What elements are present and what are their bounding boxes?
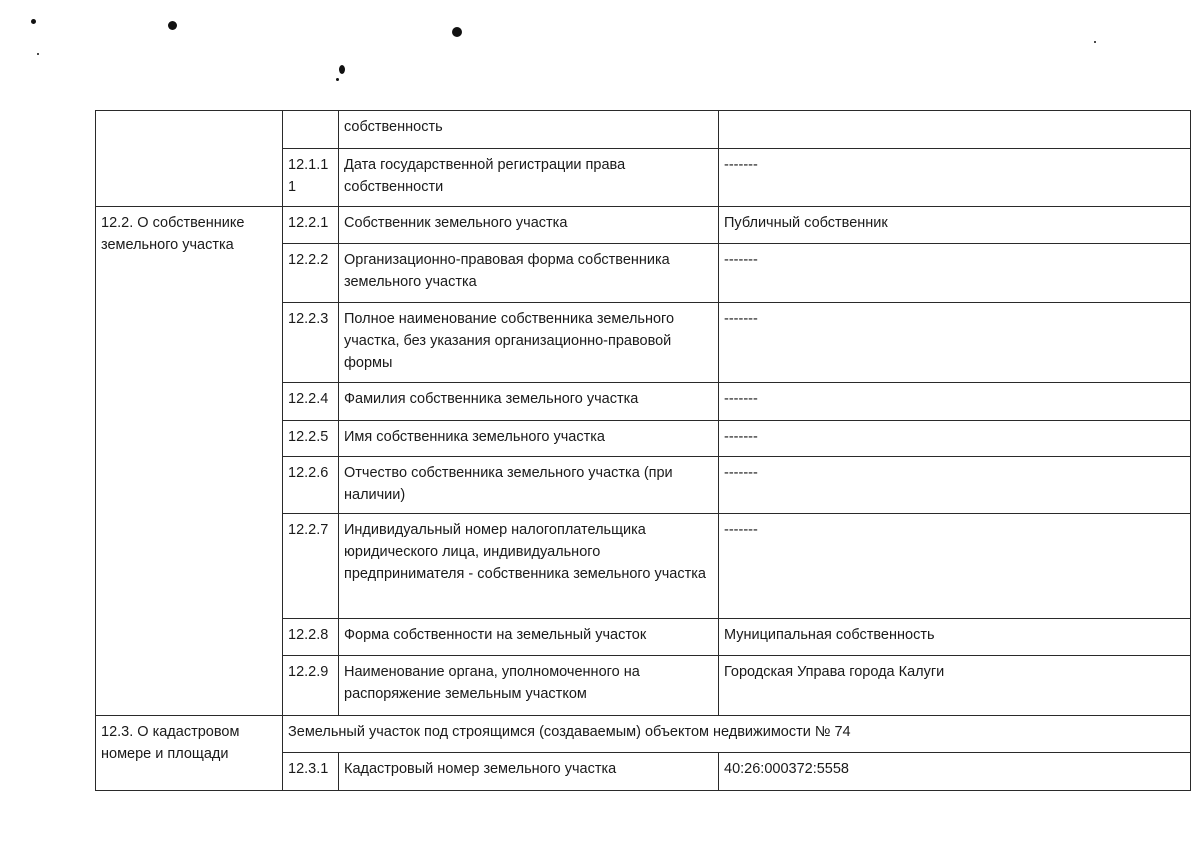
row-number: 12.2.9 <box>283 656 339 716</box>
row-label: Фамилия собственника земельного участка <box>339 383 719 421</box>
row-number: 12.3.1 <box>283 753 339 791</box>
row-number: 12.2.5 <box>283 421 339 457</box>
row-number: 12.2.8 <box>283 619 339 656</box>
row-value: ------- <box>719 303 1191 383</box>
row-number: 12.2.1 <box>283 207 339 244</box>
scan-speck <box>37 53 39 55</box>
scan-speck <box>339 65 345 74</box>
row-number-empty <box>283 111 339 149</box>
row-label: Отчество собственника земельного участка (при наличии) <box>339 457 719 514</box>
row-label: Имя собственника земельного участка <box>339 421 719 457</box>
row-value: Городская Управа города Калуги <box>719 656 1191 716</box>
row-label: Организационно-правовая форма собственника земельного участка <box>339 244 719 303</box>
row-value: Публичный собственник <box>719 207 1191 244</box>
row-number: 12.2.7 <box>283 514 339 619</box>
row-label: Собственник земельного участка <box>339 207 719 244</box>
row-value <box>719 111 1191 149</box>
table-row <box>96 716 1191 753</box>
scan-speck <box>31 19 36 24</box>
row-number-line2: 1 <box>288 179 297 195</box>
section-cell-empty <box>96 111 283 207</box>
row-number: 12.2.4 <box>283 383 339 421</box>
row-number: 12.2.2 <box>283 244 339 303</box>
row-label: Кадастровый номер земельного участка <box>339 753 719 791</box>
row-label: собственность <box>339 111 719 149</box>
row-label: Полное наименование собственника земельного участка, без указания организационно-правовой формы <box>339 303 719 383</box>
scan-speck <box>168 21 177 30</box>
row-value: Муниципальная собственность <box>719 619 1191 656</box>
row-value: ------- <box>719 149 1191 207</box>
row-value: 40:26:000372:5558 <box>719 753 1191 791</box>
row-value: ------- <box>719 383 1191 421</box>
row-number-line1: 12.1.1 <box>288 157 329 173</box>
row-label: Наименование органа, уполномоченного на распоряжение земельным участком <box>339 656 719 716</box>
row-value: ------- <box>719 457 1191 514</box>
scan-speck <box>452 27 462 37</box>
table-row <box>96 111 1191 149</box>
land-plot-info-table <box>95 110 1191 791</box>
row-number <box>283 149 339 207</box>
scan-speck <box>336 78 339 81</box>
section-subheader: Земельный участок под строящимся (создаваемым) объектом недвижимости № 74 <box>283 716 1191 753</box>
section-title-12-3: 12.3. О кадастровом номере и площади <box>96 716 283 791</box>
row-value: ------- <box>719 244 1191 303</box>
table-row <box>96 207 1191 244</box>
section-title-12-2: 12.2. О собственнике земельного участка <box>96 207 283 716</box>
row-value: ------- <box>719 514 1191 619</box>
row-label: Индивидуальный номер налогоплательщика юридического лица, индивидуального предпринимателя - собственника земельного участка <box>339 514 719 619</box>
row-label: Дата государственной регистрации права собственности <box>339 149 719 207</box>
scan-speck <box>1094 41 1096 43</box>
row-label: Форма собственности на земельный участок <box>339 619 719 656</box>
row-number: 12.2.6 <box>283 457 339 514</box>
row-number: 12.2.3 <box>283 303 339 383</box>
row-value: ------- <box>719 421 1191 457</box>
